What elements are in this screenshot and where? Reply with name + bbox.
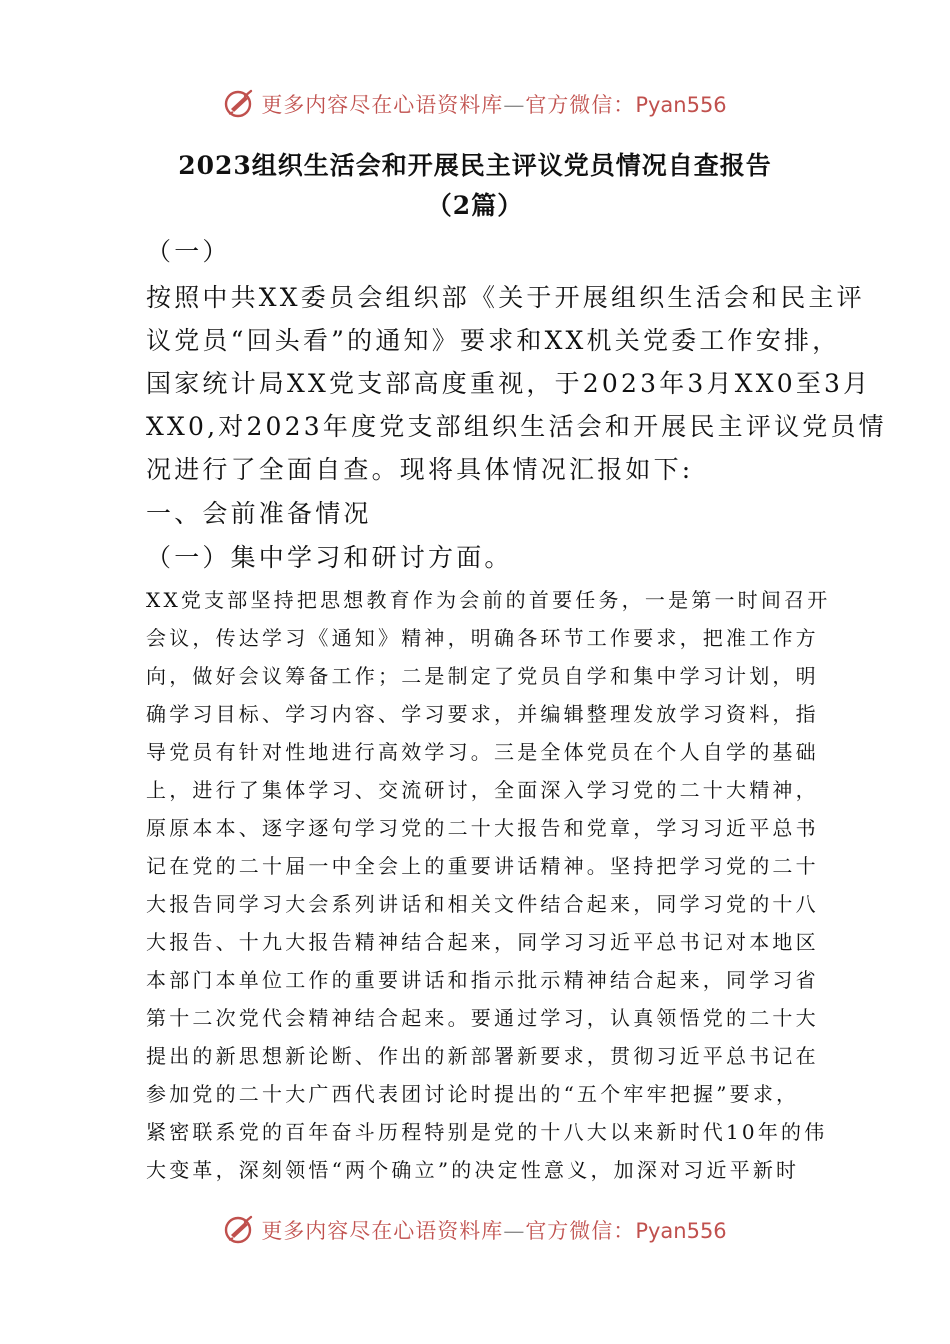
body-line: 上，进行了集体学习、交流研讨，全面深入学习党的二十大精神， xyxy=(146,778,819,802)
body-line: XX党支部坚持把思想教育作为会前的首要任务，一是第一时间召开 xyxy=(146,588,831,612)
watermark-suffix: 官方微信： xyxy=(525,1219,636,1243)
body-line: 记在党的二十届一中全会上的重要讲话精神。坚持把学习党的二十 xyxy=(146,854,819,878)
document-title: 2023组织生活会和开展民主评议党员情况自查报告 xyxy=(178,151,772,180)
watermark-text xyxy=(261,1215,726,1245)
watermark-text xyxy=(261,89,726,119)
intro-line: 按照中共XX委员会组织部《关于开展组织生活会和民主评 xyxy=(146,283,865,312)
body-line: 提出的新思想新论断、作出的新部署新要求，贯彻习近平总书记在 xyxy=(146,1044,819,1068)
intro-line: XX0,对2023年度党支部组织生活会和开展民主评议党员情 xyxy=(146,412,887,441)
watermark-wechat: Pyan556 xyxy=(635,93,727,117)
body-line: 会议，传达学习《通知》精神，明确各环节工作要求，把准工作方 xyxy=(146,626,819,650)
header-watermark xyxy=(0,84,950,124)
body-line: 本部门本单位工作的重要讲话和指示批示精神结合起来，同学习省 xyxy=(146,968,819,992)
body-line: 原原本本、逐字逐句学习党的二十大报告和党章，学习习近平总书 xyxy=(146,816,819,840)
body-line: 第十二次党代会精神结合起来。要通过学习，认真领悟党的二十大 xyxy=(146,1006,819,1030)
body-line: 大报告、十九大报告精神结合起来，同学习习近平总书记对本地区 xyxy=(146,930,819,954)
section-label: （一） xyxy=(146,237,231,266)
intro-line: 议党员“回头看”的通知》要求和XX机关党委工作安排， xyxy=(146,326,841,355)
pen-logo-icon xyxy=(223,87,257,121)
watermark-wechat: Pyan556 xyxy=(635,1219,727,1243)
intro-line: 况进行了全面自查。现将具体情况汇报如下: xyxy=(146,455,694,484)
body-line: 向，做好会议筹备工作；二是制定了党员自学和集中学习计划，明 xyxy=(146,664,819,688)
watermark-separator: — xyxy=(503,1219,526,1243)
footer-watermark xyxy=(0,1210,950,1250)
intro-line: 国家统计局XX党支部高度重视，于2023年3月XX0至3月 xyxy=(146,369,872,398)
heading-level2: （一）集中学习和研讨方面。 xyxy=(146,543,513,572)
body-line: 紧密联系党的百年奋斗历程特别是党的十八大以来新时代10年的伟 xyxy=(146,1120,828,1144)
body-line: 大报告同学习大会系列讲话和相关文件结合起来，同学习党的十八 xyxy=(146,892,819,916)
watermark-site: 更多内容尽在心语资料库 xyxy=(261,93,504,117)
body-line: 导党员有针对性地进行高效学习。三是全体党员在个人自学的基础 xyxy=(146,740,819,764)
heading-level1: 一、会前准备情况 xyxy=(146,499,372,528)
document-subtitle: （2篇） xyxy=(426,191,524,220)
pen-logo-icon xyxy=(223,1213,257,1247)
watermark-suffix: 官方微信： xyxy=(525,93,636,117)
body-line: 参加党的二十大广西代表团讨论时提出的“五个牢牢把握”要求， xyxy=(146,1082,800,1106)
body-line: 确学习目标、学习内容、学习要求，并编辑整理发放学习资料，指 xyxy=(146,702,819,726)
watermark-separator: — xyxy=(503,93,526,117)
watermark-site: 更多内容尽在心语资料库 xyxy=(261,1219,504,1243)
body-line: 大变革，深刻领悟“两个确立”的决定性意义，加深对习近平新时 xyxy=(146,1158,800,1182)
